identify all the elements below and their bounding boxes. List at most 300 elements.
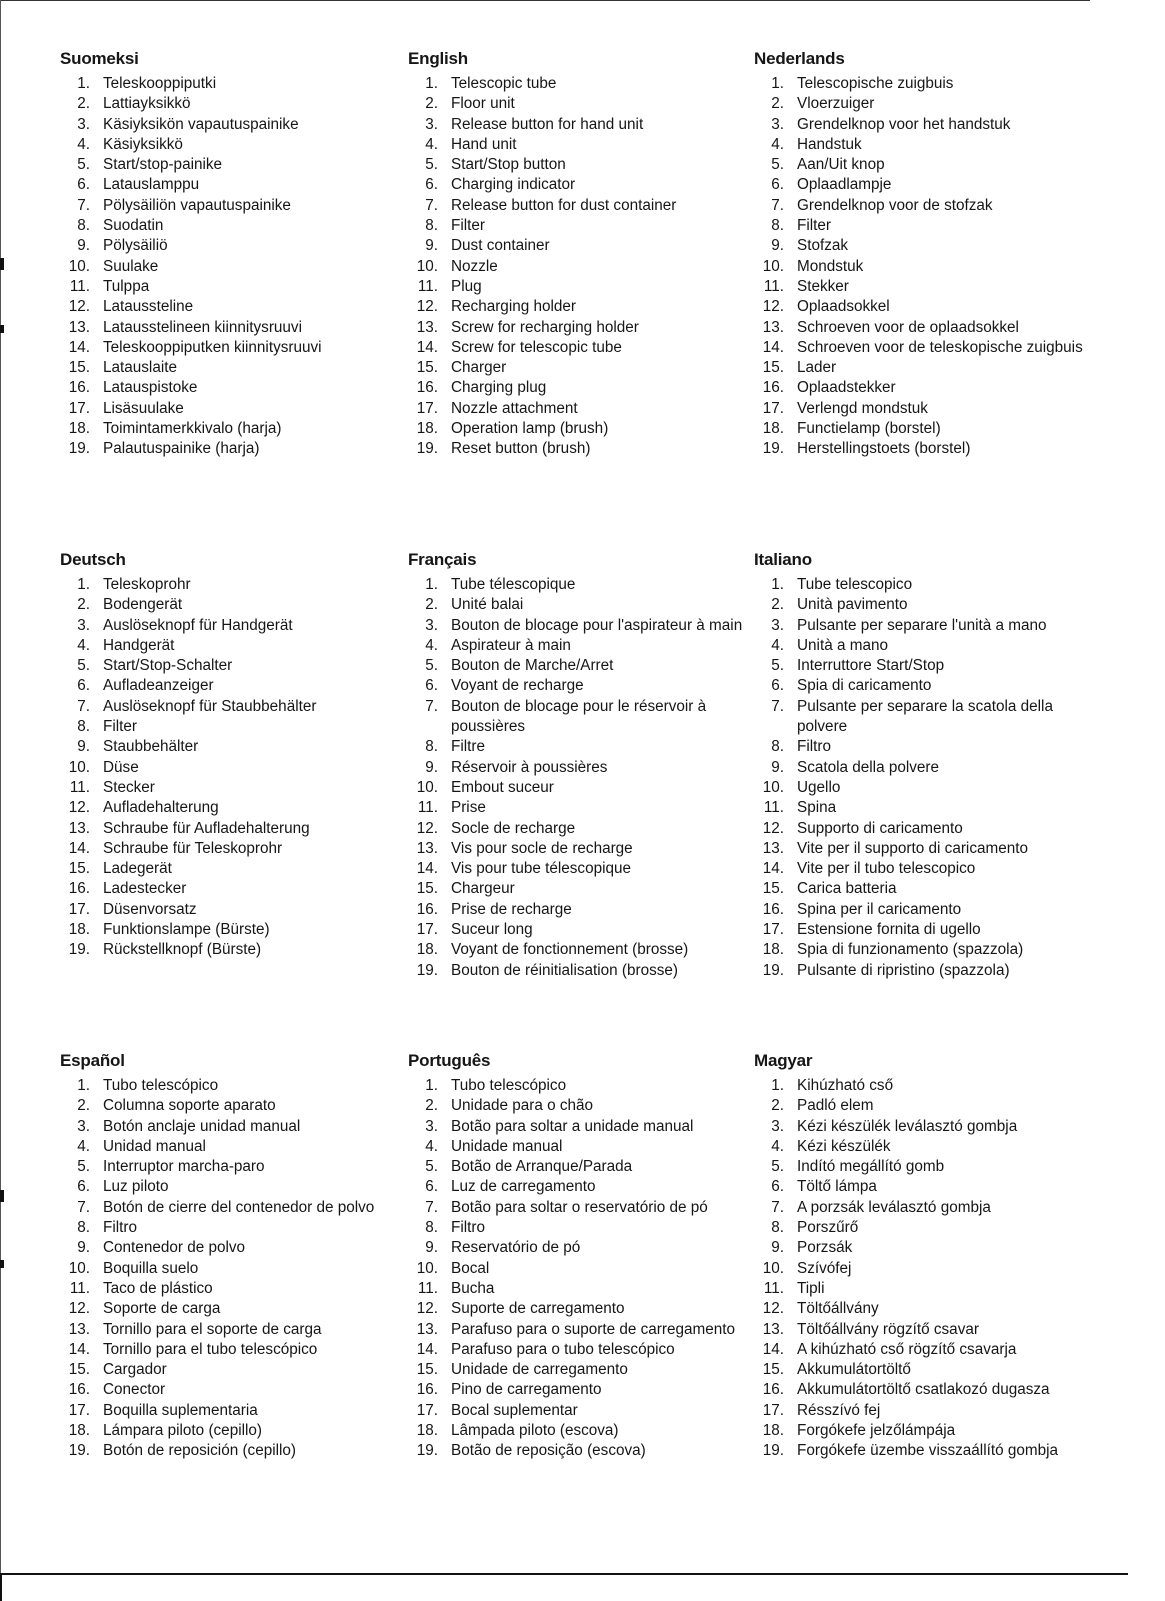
item-text: Boquilla suplementaria <box>103 1401 258 1419</box>
item-number: 5. <box>771 1158 784 1176</box>
item-text: Interruptor marcha-paro <box>103 1158 265 1176</box>
list-item <box>60 575 400 595</box>
item-text: Ladestecker <box>103 880 187 898</box>
item-text: Chargeur <box>451 880 515 898</box>
list-item <box>408 1380 748 1400</box>
item-number: 1. <box>77 75 90 92</box>
item-number: 5. <box>425 156 438 174</box>
language-section <box>754 1050 1094 1462</box>
list-item <box>754 737 1094 757</box>
list-item <box>754 74 1094 94</box>
item-text: Voyant de recharge <box>451 677 584 695</box>
list-item <box>408 1177 748 1197</box>
list-item <box>754 439 1094 459</box>
item-number: 19. <box>68 941 90 959</box>
list-item <box>754 1320 1094 1340</box>
list-item <box>754 236 1094 256</box>
item-text: Tubo telescópico <box>451 1077 567 1094</box>
item-text: Suodatin <box>103 217 164 235</box>
item-text: Schraube für Aufladehalterung <box>103 819 310 837</box>
list-item <box>754 419 1094 439</box>
item-number: 16. <box>762 379 784 397</box>
item-number: 19. <box>416 961 438 979</box>
list-item <box>408 1441 748 1461</box>
list-item <box>408 575 748 595</box>
item-number: 5. <box>771 657 784 675</box>
list-item <box>408 1401 748 1421</box>
left-margin-mark <box>0 258 4 270</box>
item-text: Pölysäiliö <box>103 237 168 255</box>
list-item <box>754 297 1094 317</box>
item-number: 18. <box>416 941 438 959</box>
language-section <box>754 48 1094 460</box>
item-text: Düsenvorsatz <box>103 900 197 918</box>
item-text: Lataussteline <box>103 298 194 316</box>
list-item <box>754 1117 1094 1137</box>
item-number: 17. <box>762 399 784 417</box>
list-item <box>60 737 400 757</box>
item-number: 8. <box>771 1219 784 1237</box>
item-number: 13. <box>416 1320 438 1338</box>
list-item <box>408 277 748 297</box>
left-margin-mark <box>0 1260 4 1268</box>
list-item <box>408 378 748 398</box>
item-number: 4. <box>771 636 784 654</box>
list-item <box>60 1238 400 1258</box>
list-item <box>60 1117 400 1137</box>
item-number: 11. <box>69 1279 90 1297</box>
item-text: Käsiyksikön vapautuspainike <box>103 115 299 133</box>
item-text: Filtre <box>451 738 485 756</box>
item-text: Unità a mano <box>797 636 888 654</box>
item-text: Latausstelineen kiinnitysruuvi <box>103 318 302 336</box>
list-item <box>754 216 1094 236</box>
list-item <box>60 839 400 859</box>
item-number: 11. <box>763 799 784 817</box>
item-text: Forgókefe jelzőlámpája <box>797 1422 956 1440</box>
list-item <box>408 879 748 899</box>
list-item <box>408 798 748 818</box>
list-item <box>60 1198 400 1218</box>
list-item <box>754 1421 1094 1441</box>
item-number: 18. <box>762 941 784 959</box>
item-number: 10. <box>416 778 438 796</box>
list-item <box>60 676 400 696</box>
item-text: Käsiyksikkö <box>103 135 183 153</box>
list-item <box>754 358 1094 378</box>
list-item <box>60 399 400 419</box>
item-number: 11. <box>417 1279 438 1297</box>
item-text: Filter <box>451 217 485 235</box>
bottom-corner-mark <box>0 1573 2 1601</box>
list-item <box>408 236 748 256</box>
item-number: 15. <box>68 359 90 377</box>
item-text: Carica batteria <box>797 880 897 898</box>
item-number: 3. <box>771 616 784 634</box>
item-number: 4. <box>425 636 438 654</box>
list-item <box>754 920 1094 940</box>
item-number: 17. <box>762 1401 784 1419</box>
item-number: 17. <box>762 921 784 939</box>
item-text: Unidade de carregamento <box>451 1361 628 1379</box>
item-number: 19. <box>416 1442 438 1460</box>
item-number: 18. <box>416 1422 438 1440</box>
list-item <box>754 196 1094 216</box>
item-number: 14. <box>416 1340 438 1358</box>
item-text: Kézi készülék leválasztó gombja <box>797 1117 1018 1135</box>
item-number: 13. <box>762 1320 784 1338</box>
item-text: Tubo telescópico <box>103 1077 219 1094</box>
item-number: 6. <box>425 1178 438 1196</box>
list-item <box>60 656 400 676</box>
item-text: Aan/Uit knop <box>797 156 885 174</box>
item-number: 17. <box>416 921 438 939</box>
item-number: 6. <box>77 176 90 194</box>
list-item <box>60 1360 400 1380</box>
list-item <box>60 778 400 798</box>
list-item <box>754 1401 1094 1421</box>
item-text: Bocal <box>451 1259 490 1277</box>
list-item <box>408 1137 748 1157</box>
item-number: 16. <box>68 379 90 397</box>
item-text: Funktionslampe (Bürste) <box>103 921 270 939</box>
item-number: 3. <box>77 616 90 634</box>
list-item <box>754 697 1094 738</box>
item-number: 8. <box>425 217 438 235</box>
item-number: 16. <box>762 1381 784 1399</box>
item-number: 3. <box>771 1117 784 1135</box>
item-text: Töltő lámpa <box>797 1178 877 1196</box>
item-number: 8. <box>771 738 784 756</box>
item-number: 4. <box>425 135 438 153</box>
list-item <box>60 74 400 94</box>
item-text: Botón anclaje unidad manual <box>103 1117 301 1135</box>
item-number: 13. <box>416 318 438 336</box>
item-number: 12. <box>68 298 90 316</box>
list-item <box>754 1137 1094 1157</box>
item-text: Nozzle attachment <box>451 399 578 417</box>
item-text: Stekker <box>797 277 849 295</box>
item-number: 1. <box>771 576 784 593</box>
item-text: Botão de Arranque/Parada <box>451 1158 633 1176</box>
item-text: Reset button (brush) <box>451 440 591 458</box>
list-item <box>60 697 400 717</box>
item-number: 1. <box>425 75 438 92</box>
item-text: Parafuso para o suporte de carregamento <box>451 1320 736 1338</box>
list-item <box>408 257 748 277</box>
item-text: A porzsák leválasztó gombja <box>797 1198 991 1216</box>
item-text: Auslöseknopf für Handgerät <box>103 616 293 634</box>
item-number: 4. <box>77 1137 90 1155</box>
item-text: Prise de recharge <box>451 900 572 918</box>
list-item <box>60 879 400 899</box>
item-text: Interruttore Start/Stop <box>797 657 945 675</box>
list-item <box>60 419 400 439</box>
list-item <box>754 595 1094 615</box>
item-number: 12. <box>416 1300 438 1318</box>
item-number: 2. <box>425 1097 438 1115</box>
list-item <box>754 575 1094 595</box>
list-item <box>60 277 400 297</box>
item-text: Akkumulátortöltő <box>797 1361 911 1379</box>
item-text: Unidade para o chão <box>451 1097 594 1115</box>
item-number: 8. <box>771 217 784 235</box>
list-item <box>60 1340 400 1360</box>
item-number: 16. <box>68 880 90 898</box>
list-item <box>754 1279 1094 1299</box>
item-number: 5. <box>771 156 784 174</box>
item-text: Düse <box>103 758 139 776</box>
item-text: Szívófej <box>797 1259 852 1277</box>
item-number: 10. <box>762 1259 784 1277</box>
list-item <box>60 1096 400 1116</box>
item-text: Botón de reposición (cepillo) <box>103 1442 297 1460</box>
item-text: Prise <box>451 799 486 817</box>
item-number: 1. <box>425 1077 438 1094</box>
parts-list <box>60 1076 400 1462</box>
list-item <box>60 1218 400 1238</box>
item-number: 7. <box>771 196 784 214</box>
item-text: Suceur long <box>451 921 533 939</box>
item-text: Aspirateur à main <box>451 636 571 654</box>
list-item <box>60 1259 400 1279</box>
list-item <box>408 636 748 656</box>
list-item <box>60 900 400 920</box>
list-item <box>60 318 400 338</box>
item-text: Filtro <box>451 1219 485 1237</box>
item-text: Töltőállvány <box>797 1300 879 1318</box>
list-item <box>408 1360 748 1380</box>
item-text: Recharging holder <box>451 298 577 316</box>
list-item <box>60 1380 400 1400</box>
item-text: Botão de reposição (escova) <box>451 1442 646 1460</box>
item-number: 3. <box>425 616 438 634</box>
item-text: Conector <box>103 1381 166 1399</box>
list-item <box>754 758 1094 778</box>
item-text: Schroeven voor de oplaadsokkel <box>797 318 1019 336</box>
item-number: 19. <box>762 961 784 979</box>
item-text: Release button for hand unit <box>451 115 644 133</box>
item-number: 2. <box>77 596 90 614</box>
item-text: Unità pavimento <box>797 596 908 614</box>
item-text: Stofzak <box>797 237 849 255</box>
item-text: Parafuso para o tubo telescópico <box>451 1340 675 1358</box>
item-text: Latauspistoke <box>103 379 198 397</box>
language-title: Italiano <box>754 550 812 569</box>
item-text: Töltőállvány rögzítő csavar <box>797 1320 979 1338</box>
list-item <box>408 1259 748 1279</box>
item-text: Plug <box>451 277 482 295</box>
item-number: 2. <box>771 1097 784 1115</box>
list-item <box>408 900 748 920</box>
item-number: 13. <box>762 318 784 336</box>
item-text: Stecker <box>103 778 155 796</box>
list-item <box>60 1421 400 1441</box>
item-text: Bucha <box>451 1279 495 1297</box>
language-section <box>408 48 748 460</box>
item-text: Botão para soltar a unidade manual <box>451 1117 694 1135</box>
item-number: 4. <box>771 135 784 153</box>
item-number: 14. <box>762 860 784 878</box>
parts-list <box>60 575 400 961</box>
language-section <box>754 549 1094 981</box>
item-number: 4. <box>77 636 90 654</box>
item-text: Teleskoprohr <box>103 576 191 593</box>
list-item <box>408 758 748 778</box>
parts-list <box>408 1076 748 1462</box>
item-number: 11. <box>69 778 90 796</box>
item-number: 10. <box>762 257 784 275</box>
list-item <box>754 1076 1094 1096</box>
item-number: 13. <box>68 819 90 837</box>
item-number: 15. <box>416 880 438 898</box>
item-text: Vite per il supporto di caricamento <box>797 839 1028 857</box>
item-number: 14. <box>416 860 438 878</box>
item-number: 16. <box>416 900 438 918</box>
list-item <box>60 616 400 636</box>
item-text: Charging plug <box>451 379 547 397</box>
language-section <box>408 1050 748 1462</box>
item-text: Start/stop-painike <box>103 156 223 174</box>
list-item <box>408 1320 748 1340</box>
list-item <box>754 277 1094 297</box>
item-number: 1. <box>77 576 90 593</box>
item-number: 9. <box>77 237 90 255</box>
item-number: 6. <box>771 677 784 695</box>
item-text: Lámpara piloto (cepillo) <box>103 1422 262 1440</box>
item-text: Oplaadlampje <box>797 176 892 194</box>
item-text: Contenedor de polvo <box>103 1239 246 1257</box>
item-text: Schraube für Teleskoprohr <box>103 839 283 857</box>
list-item <box>408 676 748 696</box>
item-number: 9. <box>771 1239 784 1257</box>
item-number: 12. <box>762 819 784 837</box>
item-text: Oplaadstekker <box>797 379 896 397</box>
item-number: 2. <box>771 95 784 113</box>
list-item <box>60 798 400 818</box>
list-item <box>754 636 1094 656</box>
list-item <box>754 961 1094 981</box>
item-text: Handstuk <box>797 135 862 153</box>
item-text: Lâmpada piloto (escova) <box>451 1422 619 1440</box>
list-item <box>754 338 1094 358</box>
list-item <box>60 338 400 358</box>
item-text: Tornillo para el tubo telescópico <box>103 1340 318 1358</box>
list-item <box>754 1340 1094 1360</box>
list-item <box>408 1096 748 1116</box>
item-number: 2. <box>771 596 784 614</box>
item-number: 17. <box>416 1401 438 1419</box>
item-text: Latauslamppu <box>103 176 200 194</box>
list-item <box>408 1117 748 1137</box>
item-number: 18. <box>416 420 438 438</box>
parts-list <box>754 1076 1094 1462</box>
list-item <box>408 216 748 236</box>
item-text: Kézi készülék <box>797 1137 891 1155</box>
list-item <box>754 399 1094 419</box>
item-text: Padló elem <box>797 1097 874 1115</box>
parts-list <box>60 74 400 460</box>
item-text: Vloerzuiger <box>797 95 875 113</box>
language-title: Français <box>408 550 477 569</box>
item-text: Reservatório de pó <box>451 1239 581 1257</box>
item-number: 19. <box>762 440 784 458</box>
list-item <box>408 737 748 757</box>
item-number: 9. <box>425 237 438 255</box>
language-section <box>408 549 748 981</box>
item-text: Porzsák <box>797 1239 853 1257</box>
item-text: Telescopische zuigbuis <box>797 75 954 92</box>
item-text: Tulppa <box>103 277 150 295</box>
item-text: Estensione fornita di ugello <box>797 921 981 939</box>
list-item <box>754 839 1094 859</box>
item-number: 15. <box>762 359 784 377</box>
item-text: Luz de carregamento <box>451 1178 596 1196</box>
list-item <box>60 717 400 737</box>
item-number: 6. <box>425 176 438 194</box>
list-item <box>408 819 748 839</box>
item-number: 14. <box>68 1340 90 1358</box>
list-item <box>60 859 400 879</box>
item-text: Lisäsuulake <box>103 399 184 417</box>
item-number: 1. <box>425 576 438 593</box>
item-text: Luz piloto <box>103 1178 169 1196</box>
item-number: 19. <box>68 1442 90 1460</box>
item-text: Unité balai <box>451 596 524 614</box>
item-text: Release button for dust container <box>451 196 677 214</box>
list-item <box>754 859 1094 879</box>
list-item <box>408 439 748 459</box>
item-number: 12. <box>762 298 784 316</box>
item-number: 10. <box>762 778 784 796</box>
item-text: Herstellingstoets (borstel) <box>797 440 971 458</box>
item-text: Teleskooppiputki <box>103 75 217 92</box>
item-number: 16. <box>762 900 784 918</box>
item-number: 11. <box>763 1279 784 1297</box>
item-number: 7. <box>77 196 90 214</box>
item-number: 14. <box>68 338 90 356</box>
item-text: Kihúzható cső <box>797 1077 894 1094</box>
list-item <box>754 1198 1094 1218</box>
item-text: Screw for recharging holder <box>451 318 639 336</box>
item-text: Grendelknop voor de stofzak <box>797 196 993 214</box>
list-item <box>60 155 400 175</box>
item-number: 15. <box>762 1361 784 1379</box>
list-item <box>408 1076 748 1096</box>
list-item <box>754 1360 1094 1380</box>
list-item <box>408 940 748 960</box>
item-text: Palautuspainike (harja) <box>103 440 260 458</box>
item-text: Pölysäiliön vapautuspainike <box>103 196 291 214</box>
parts-list <box>754 575 1094 981</box>
list-item <box>60 920 400 940</box>
list-item <box>408 1198 748 1218</box>
item-number: 5. <box>77 156 90 174</box>
item-number: 11. <box>69 277 90 295</box>
item-number: 9. <box>425 1239 438 1257</box>
list-item <box>60 1299 400 1319</box>
list-item <box>754 1299 1094 1319</box>
list-item <box>408 338 748 358</box>
list-item <box>60 1177 400 1197</box>
list-item <box>754 155 1094 175</box>
item-number: 5. <box>425 657 438 675</box>
item-number: 11. <box>417 799 438 817</box>
item-text: Mondstuk <box>797 257 864 275</box>
item-text: Oplaadsokkel <box>797 298 890 316</box>
item-number: 2. <box>77 1097 90 1115</box>
item-number: 6. <box>77 1178 90 1196</box>
